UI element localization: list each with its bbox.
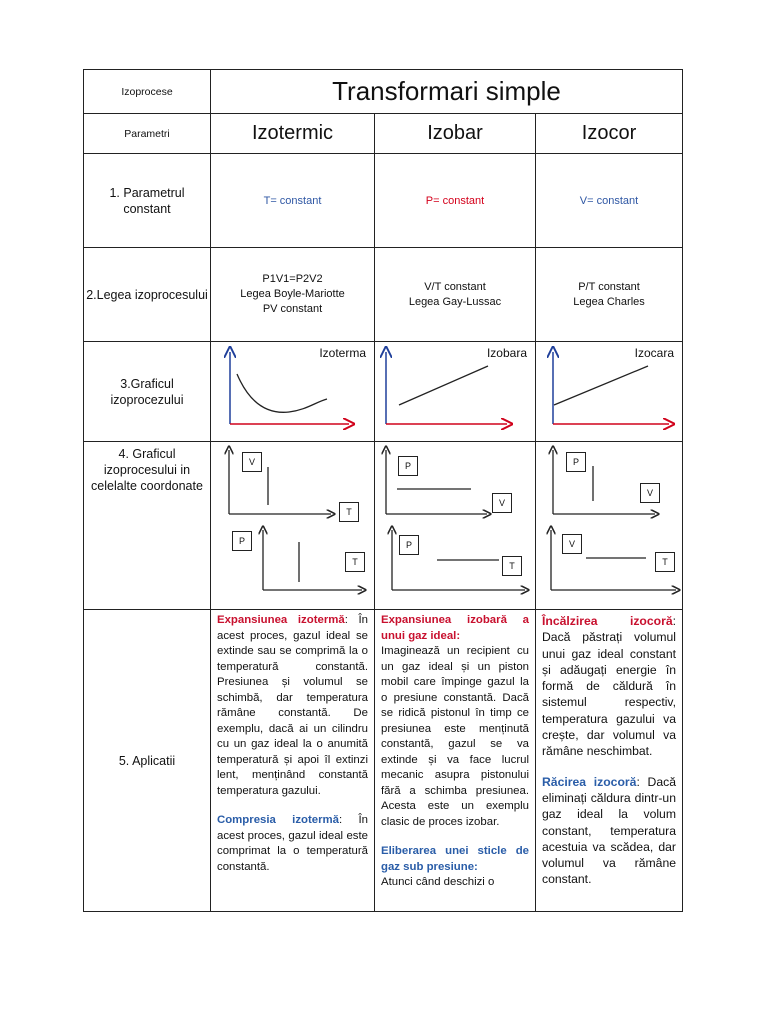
v-axis-box: V — [242, 452, 262, 472]
row-constant-parameter — [83, 153, 683, 248]
graph-izotermic-cell — [210, 341, 375, 442]
izobara-graph — [375, 342, 537, 443]
law-izotermic-3: PV constant — [262, 303, 323, 315]
izocara-graph — [536, 342, 684, 443]
law-izocor-1: P/T constant — [578, 280, 640, 293]
izobara-label: Izobara — [486, 346, 527, 360]
graph-izobar-cell — [374, 341, 536, 442]
graph-izocor-cell — [535, 341, 683, 442]
row1-izobar: P= constant — [374, 153, 536, 248]
app-izocor-1-title: Încălzirea izocoră — [542, 614, 673, 628]
izocor-small-graphs — [536, 442, 684, 611]
other-graphs-izocor — [535, 441, 683, 610]
p-axis-box: P — [232, 531, 252, 551]
t-axis-box: T — [655, 552, 675, 572]
law-izocor-2: Legea Charles — [573, 295, 645, 308]
row1-label: 1. Parametrul constant — [83, 153, 211, 248]
t-axis-box-2: T — [345, 552, 365, 572]
col-izobar: Izobar — [374, 113, 536, 154]
t-axis-box: T — [502, 556, 522, 576]
isoprocess-table — [83, 69, 683, 912]
izoprocese-label: Izoprocese — [83, 69, 211, 114]
row2-label: 2.Legea izoprocesului — [83, 247, 211, 342]
table-title: Transformari simple — [210, 69, 683, 114]
app-izotermic — [210, 609, 375, 912]
app-izotermic-1-text: : În acest proces, gazul ideal se extinde sau se comprimă la o temperatură constantă. Presiunea și volumul se schimbă, dar temperatura rămâne constantă. De exemplu, dacă ai un cilindru cu un gaz ideal la o anumită temperatură și apoi îl extinzi lent, menținând constantă temperatura gazului. — [217, 614, 368, 797]
isobar-line — [399, 366, 488, 405]
other-graphs-izobar — [374, 441, 536, 610]
app-izotermic-2-title: Compresia izotermă — [217, 814, 340, 826]
col-izocor: Izocor — [535, 113, 683, 154]
app-izocor-2-text: : Dacă eliminați căldura dintr-un gaz ideal la volum constant, temperatura acestuia va scădea, dar volumul va rămâne constant. — [542, 774, 676, 887]
app-izotermic-2-text: : În acest proces, gazul ideal este comprimat la o temperatură constantă. — [217, 814, 368, 873]
row-main-graph — [83, 341, 683, 442]
other-graphs-izotermic — [210, 441, 375, 610]
app-izotermic-1-title: Expansiunea izotermă — [217, 614, 345, 626]
p-axis-box: P — [566, 452, 586, 472]
app-izocor — [535, 609, 683, 912]
app-izocor-1-text: : Dacă păstrați volumul unui gaz ideal constant și adăugați energie în formă de căldură în sistemul respectiv, temperatura gazului va crește, dar volumul va rămâne neschimbat. — [542, 614, 676, 759]
v-axis-box-2: V — [562, 534, 582, 554]
izocara-label: Izocara — [634, 346, 674, 360]
header-row — [83, 113, 683, 154]
row5-label: 5. Aplicatii — [83, 609, 211, 912]
col-izotermic: Izotermic — [210, 113, 375, 154]
row2-izobar — [374, 247, 536, 342]
row2-izotermic — [210, 247, 375, 342]
app-izobar-2-text: Atunci când deschizi o — [381, 876, 495, 888]
row-applications — [83, 609, 683, 912]
title-row — [83, 69, 683, 114]
parametri-label: Parametri — [83, 113, 211, 154]
law-izotermic-2: Legea Boyle-Mariotte — [240, 288, 345, 300]
law-izobar-2: Legea Gay-Lussac — [408, 295, 502, 308]
izoterma-label: Izoterma — [319, 346, 366, 360]
izoterma-graph — [211, 342, 376, 443]
row-other-coordinates — [83, 441, 683, 610]
row-law — [83, 247, 683, 342]
p-axis-box: P — [398, 456, 418, 476]
t-axis-box: T — [339, 502, 359, 522]
v-axis-box: V — [492, 493, 512, 513]
p-axis-box-2: P — [399, 535, 419, 555]
app-izobar — [374, 609, 536, 912]
app-izobar-1-title: Expansiunea izobară a unui gaz ideal: — [381, 614, 529, 642]
izotermic-small-graphs — [211, 442, 376, 611]
row2-izocor — [535, 247, 683, 342]
law-izotermic-1: P1V1=P2V2 — [262, 273, 323, 285]
isotherm-curve — [237, 374, 327, 412]
app-izocor-2-title: Răcirea izocoră — [542, 774, 637, 789]
app-izobar-2-title: Eliberarea unei sticle de gaz sub presiune: — [381, 845, 529, 873]
v-axis-box: V — [640, 483, 660, 503]
app-izobar-1-text: Imaginează un recipient cu un gaz ideal și un piston mobil care împinge gazul la o presiune constantă. Dacă se ridică pistonul în timp ce presiunea este menținută constantă, gazul se va extinde și va face lucrul mecanic asupra pistonului fără a schimba presiunea. Acesta este un exemplu clasic de proces izobar. — [381, 645, 529, 828]
row1-izotermic: T= constant — [210, 153, 375, 248]
row1-izocor: V= constant — [535, 153, 683, 248]
row4-label: 4. Graficul izoprocesului in celelalte coordonate — [83, 441, 211, 610]
row3-label: 3.Graficul izoprocezului — [83, 341, 211, 442]
law-izobar-1: V/T constant — [424, 280, 486, 293]
isochor-line — [554, 366, 648, 405]
